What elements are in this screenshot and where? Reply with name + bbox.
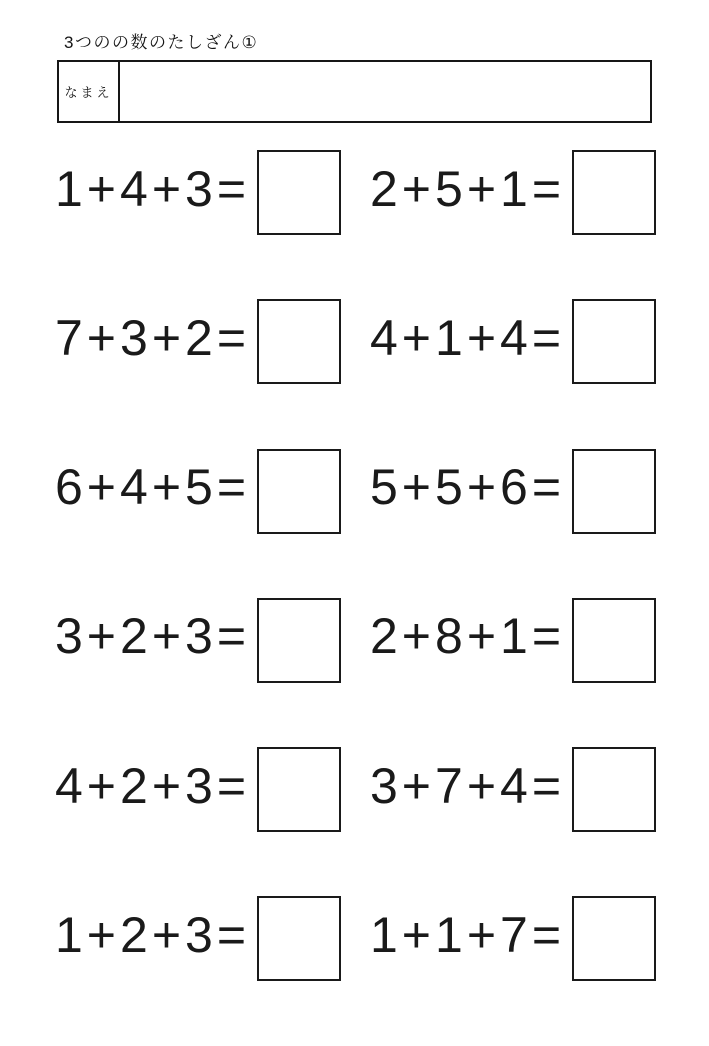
problem-4 — [370, 299, 656, 384]
answer-box[interactable] — [257, 598, 341, 683]
answer-box[interactable] — [257, 747, 341, 832]
answer-box[interactable] — [257, 896, 341, 981]
problem-12 — [370, 896, 656, 981]
equation-text: 6+4+5= — [55, 459, 251, 516]
problem-row — [55, 747, 656, 896]
answer-box[interactable] — [572, 598, 656, 683]
equation-text: 4+1+4= — [370, 309, 566, 366]
answer-box[interactable] — [572, 449, 656, 534]
answer-box[interactable] — [257, 299, 341, 384]
name-box — [57, 60, 652, 123]
equation-text: 1+4+3= — [55, 160, 251, 217]
problem-1 — [55, 150, 370, 235]
equation-text: 2+5+1= — [370, 160, 566, 217]
problem-grid — [55, 150, 656, 1046]
problem-row — [55, 598, 656, 747]
problem-row — [55, 449, 656, 598]
problem-10 — [370, 747, 656, 832]
answer-box[interactable] — [572, 150, 656, 235]
equation-text: 2+8+1= — [370, 608, 566, 665]
problem-2 — [370, 150, 656, 235]
equation-text: 4+2+3= — [55, 757, 251, 814]
equation-text: 3+7+4= — [370, 757, 566, 814]
equation-text: 1+1+7= — [370, 906, 566, 963]
answer-box[interactable] — [572, 896, 656, 981]
problem-3 — [55, 299, 370, 384]
problem-row — [55, 299, 656, 448]
name-label: なまえ — [59, 62, 120, 121]
equation-text: 1+2+3= — [55, 906, 251, 963]
problem-row — [55, 896, 656, 1045]
answer-box[interactable] — [257, 449, 341, 534]
problem-11 — [55, 896, 370, 981]
problem-6 — [370, 449, 656, 534]
problem-5 — [55, 449, 370, 534]
equation-text: 3+2+3= — [55, 608, 251, 665]
problem-8 — [370, 598, 656, 683]
answer-box[interactable] — [572, 747, 656, 832]
problem-7 — [55, 598, 370, 683]
page-title: 3つのの数のたしざん① — [64, 33, 259, 52]
equation-text: 7+3+2= — [55, 309, 251, 366]
name-input-area[interactable] — [120, 62, 650, 121]
problem-9 — [55, 747, 370, 832]
equation-text: 5+5+6= — [370, 459, 566, 516]
problem-row — [55, 150, 656, 299]
answer-box[interactable] — [257, 150, 341, 235]
answer-box[interactable] — [572, 299, 656, 384]
